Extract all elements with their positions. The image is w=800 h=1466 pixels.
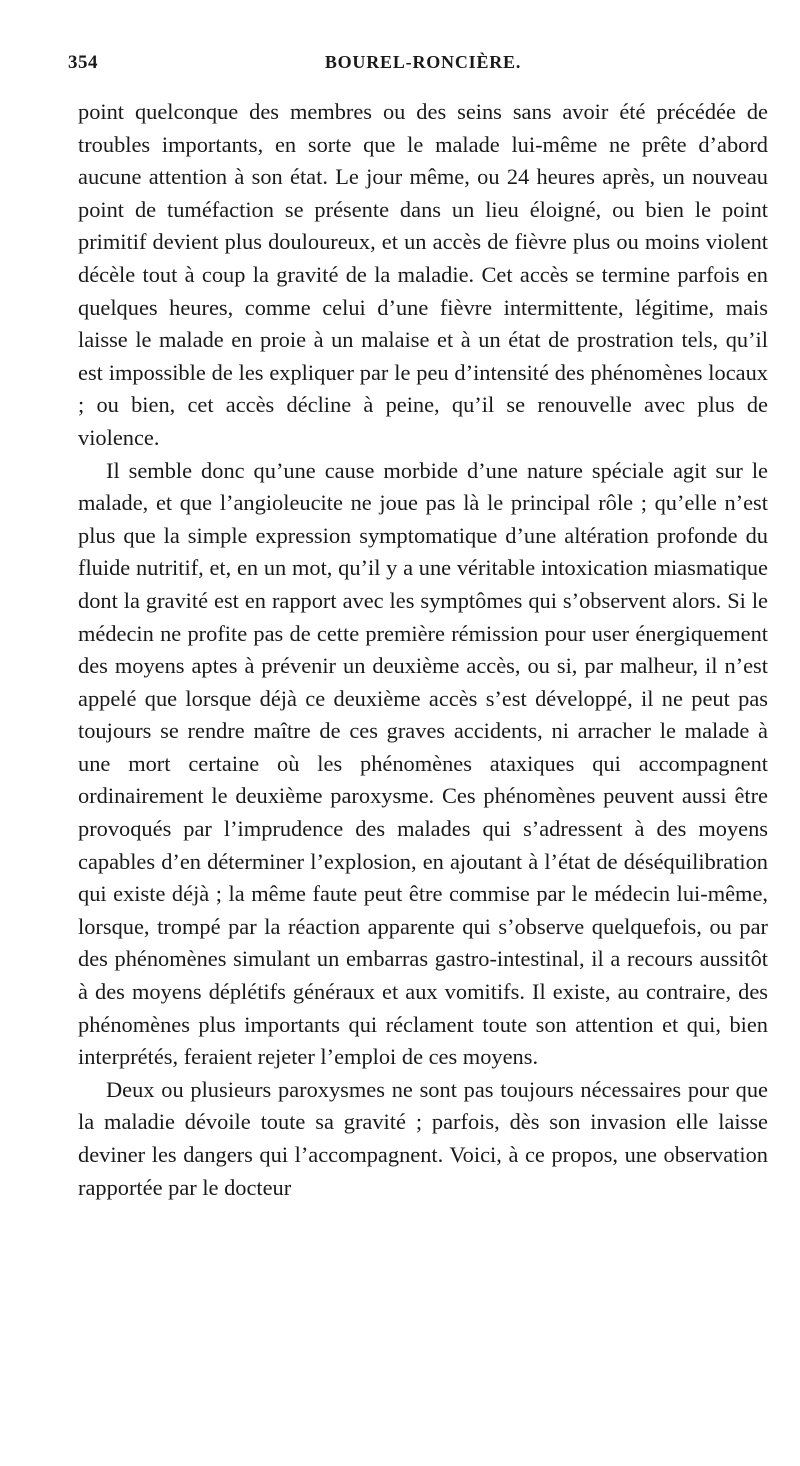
body-text <box>78 96 768 1204</box>
paragraph-2: Il semble donc qu’une cause morbide d’une nature spéciale agit sur le malade, et que l’angioleucite ne joue pas là le principal rôle ; qu’elle n’est plus que la simple expression symptomatique d’une altération profonde du fluide nutritif, et, en un mot, qu’il y a une véritable intoxication miasmatique dont la gravité est en rapport avec les symptômes qui s’observent alors. Si le médecin ne profite pas de cette première rémission pour user énergiquement des moyens aptes à prévenir un deuxième accès, ou si, par malheur, il n’est appelé que lorsque déjà ce deuxième accès s’est développé, il ne peut pas toujours se rendre maître de ces graves accidents, ni arracher le malade à une mort certaine où les phénomènes ataxiques qui accompagnent ordinairement le deuxième paroxysme. Ces phénomènes peuvent aussi être provoqués par l’imprudence des malades qui s’adressent à des moyens capables d’en déterminer l’explosion, en ajoutant à l’état de déséquilibration qui existe déjà ; la même faute peut être commise par le médecin lui-même, lorsque, trompé par la réaction apparente qui s’observe quelquefois, ou par des phénomènes simulant un embarras gastro-intestinal, il a recours aussitôt à des moyens déplétifs généraux et aux vomitifs. Il existe, au contraire, des phénomènes plus importants qui réclament toute son attention et qui, bien interprétés, feraient rejeter l’emploi de ces moyens. <box>78 457 768 1070</box>
paragraph-3: Deux ou plusieurs paroxysmes ne sont pas toujours nécessaires pour que la maladie dévoile toute sa gravité ; parfois, dès son invasion elle laisse deviner les dangers qui l’accompagnent. Voici, à ce propos, une observation rapportée par le docteur <box>78 1076 768 1200</box>
book-page <box>68 52 768 1204</box>
running-head: BOUREL-RONCIÈRE. <box>324 52 522 72</box>
page-header <box>68 52 768 84</box>
paragraph-1: point quelconque des membres ou des seins sans avoir été précédée de troubles importants, en sorte que le malade lui-même ne prête d’abord aucune attention à son état. Le jour même, ou 24 heures après, un nouveau point de tuméfaction se présente dans un lieu éloigné, ou bien le point primitif devient plus douloureux, et un accès de fièvre plus ou moins violent décèle tout à coup la gravité de la maladie. Cet accès se termine parfois en quelques heures, comme celui d’une fièvre intermittente, légitime, mais laisse le malade en proie à un malaise et à un état de prostration tels, qu’il est impossible de les expliquer par le peu d’intensité des phénomènes locaux ; ou bien, cet accès décline à peine, qu’il se renouvelle avec plus de violence. <box>78 99 768 450</box>
page-number: 354 <box>68 52 98 73</box>
